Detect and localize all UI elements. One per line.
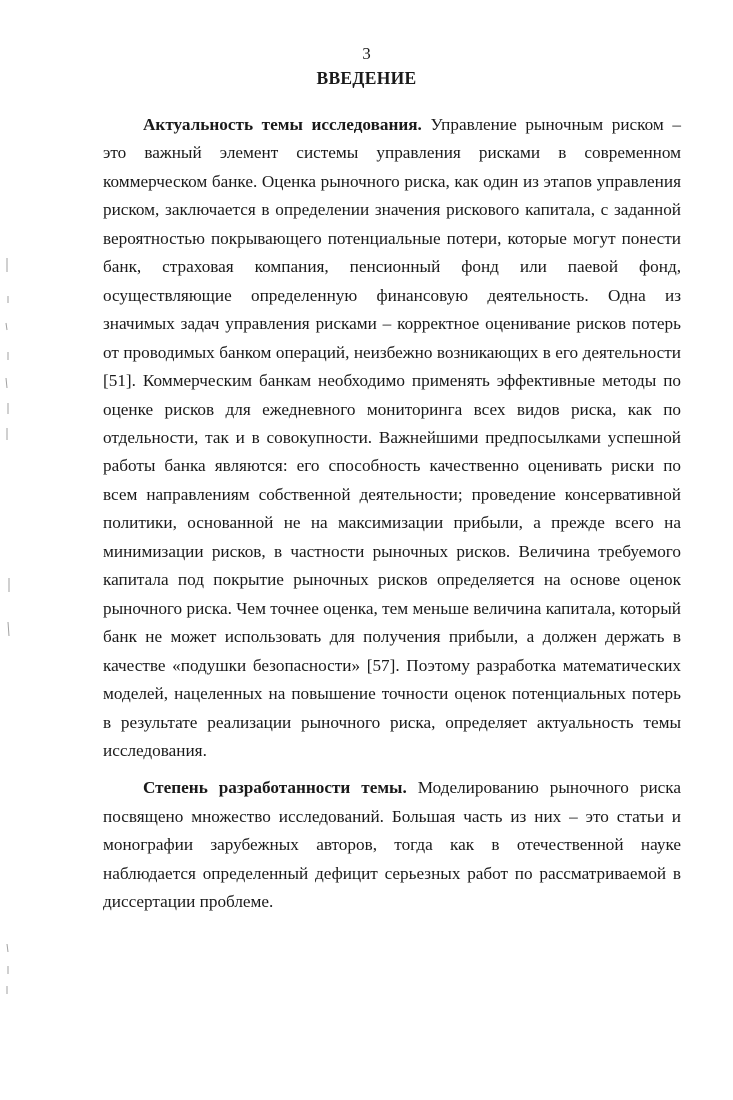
paragraph-text: Моделированию рыночного риска посвящено множество исследований. Большая часть из них – это статьи и монографии зарубежных авторов, тогда как в отечественной науке наблюдается определенный дефицит серьезных работ по рассматриваемой в диссертации проблеме. [103,778,681,912]
scan-margin-marks [0,0,30,1100]
paragraph-lead: Степень разработанности темы. [143,778,407,798]
page-number: 3 [362,44,371,63]
page-title: ВВЕДЕНИЕ [316,68,417,88]
paragraph-development-degree [103,774,681,916]
document-body [103,111,681,917]
paragraph-text: Управление рыночным риском – это важный элемент системы управления рисками в современном коммерческом банке. Оценка рыночного риска, как один из этапов управления риском, заключается в определении значения рискового капитала, с заданной вероятностью покрывающего потенциальные потери, которые могут понести банк, страховая компания, пенсионный фонд или паевой фонд, осуществляющие определенную финансовую деятельность. Одна из значимых задач управления рисками – корректное оценивание рисков потерь от проводимых банком операций, неизбежно возникающих в его деятельности [51]. Коммерческим банкам необходимо применять эффективные методы по оценке рисков для ежедневного мониторинга всех видов риска, как по отдельности, так и в совокупности. Важнейшими предпосылками успешной работы банка являются: его способность качественно оценивать риски по всем направлениям собственной деятельности; проведение консервативной политики, основанной не на максимизации прибыли, а прежде всего на минимизации рисков, в частности рыночных рисков. Величина требуемого капитала под покрытие рыночных рисков определяется на основе оценок рыночного риска. Чем точнее оценка, тем меньше величина капитала, который банк не может использовать для получения прибыли, а должен держать в качестве «подушки безопасности» [57]. Поэтому разработка математических моделей, нацеленных на повышение точности оценок потенциальных потерь в результате реализации рыночного риска, определяет актуальность темы исследования. [103,115,681,760]
paragraph-relevance [103,111,681,765]
paragraph-lead: Актуальность темы исследования. [143,115,422,134]
